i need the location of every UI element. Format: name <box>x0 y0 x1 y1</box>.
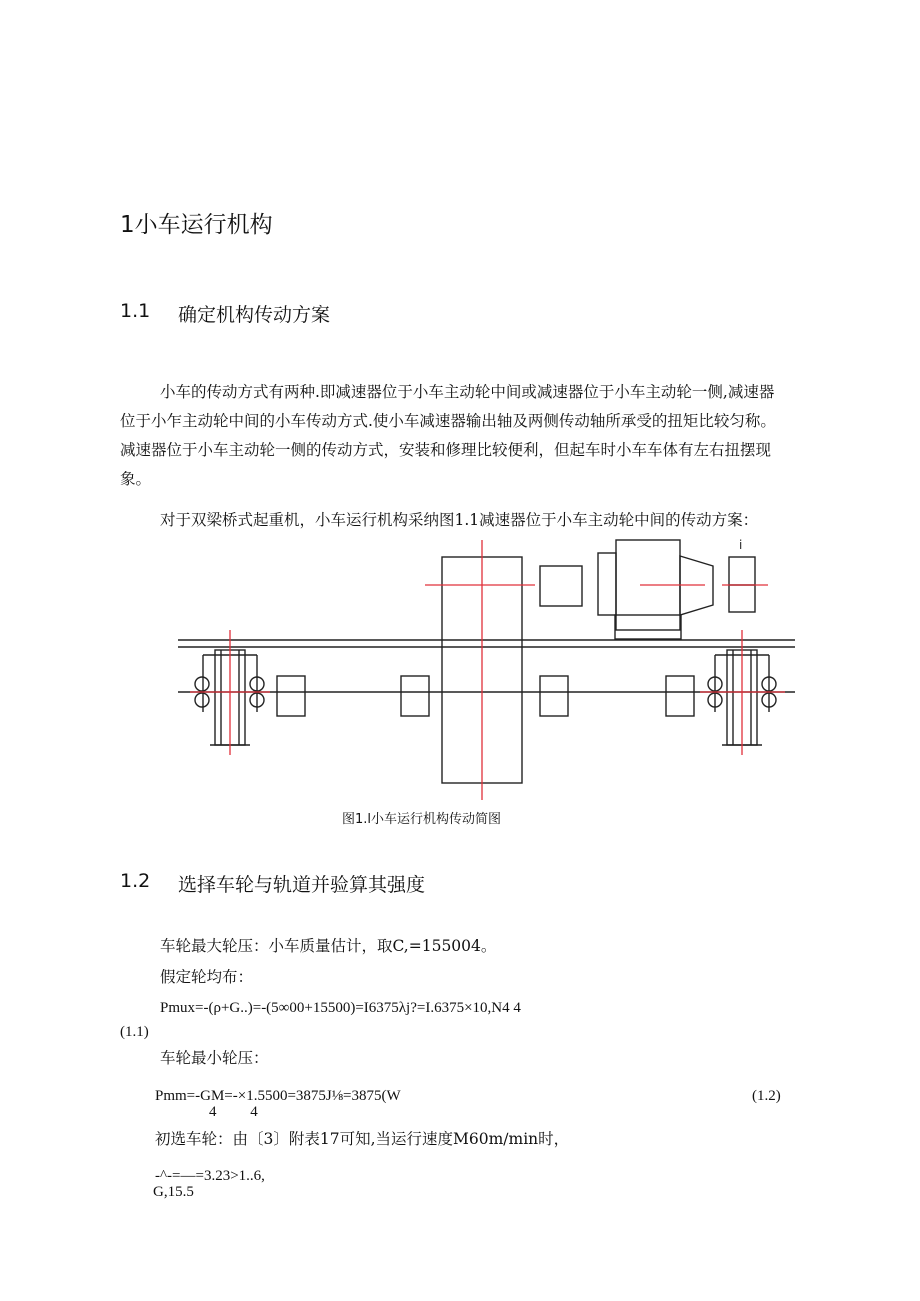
equation-1-number: (1.1) <box>120 1024 149 1040</box>
equation-3-denominator: G,15.5 <box>153 1184 194 1200</box>
equation-3: -^-=—=3.23>1..6, <box>155 1168 265 1184</box>
paragraph-scheme: 对于双梁桥式起重机，小车运行机构采纳图1.1减速器位于小车主动轮中间的传动方案： <box>160 511 759 529</box>
coupling-left-2 <box>401 676 429 716</box>
brake-marker: i <box>739 538 743 552</box>
min-load-line: 车轮最小轮压： <box>160 1049 269 1067</box>
subsection-title-1-2: 选择车轮与轨道并验算其强度 <box>178 874 426 896</box>
paragraph-line: 减速器位于小车主动轮一侧的传动方式，安装和修理比较便利，但起车时小车车体有左右扭摆现 <box>120 441 772 459</box>
subsection-number-1-1: 1.1 <box>120 300 151 322</box>
select-wheel-line: 初选车轮：由〔3〕附表17可知,当运行速度M60m∕min时， <box>155 1130 570 1148</box>
coupling-left-1 <box>277 676 305 716</box>
assume-line: 假定轮均布： <box>160 968 254 986</box>
equation-2: Pmm=-GM=-×1.5500=3875J⅛=3875(W <box>155 1088 401 1104</box>
coupling-right-2 <box>666 676 694 716</box>
subsection-title-1-1: 确定机构传动方案 <box>178 304 331 326</box>
coupling-right-1 <box>540 676 568 716</box>
motor-base <box>615 615 681 639</box>
transmission-diagram <box>170 535 800 805</box>
equation-1: Pmux=-(ρ+G..)=-(5∞00+15500)=I6375λj?=I.6375×10,N4 4 <box>160 1000 521 1016</box>
paragraph-line: 象。 <box>120 470 152 488</box>
section-title: 1小车运行机构 <box>120 212 273 238</box>
paragraph-drive-modes <box>120 378 796 494</box>
max-load-line: 车轮最大轮压：小车质量估计，取C,=155004。 <box>160 937 497 955</box>
paragraph-line: 小车的传动方式有两种.即减速器位于小车主动轮中间或减速器位于小车主动轮一侧,减速器 <box>160 383 775 401</box>
paragraph-line: 位于小乍主动轮中间的小车传动方式.使小车减速器输出轴及两侧传动轴所承受的扭矩比较匀称。 <box>120 412 776 430</box>
subsection-number-1-2: 1.2 <box>120 870 151 892</box>
figure-caption: 图1.l小车运行机构传动简图 <box>342 812 502 827</box>
motor-end-cap <box>598 553 616 615</box>
equation-2-denominators: 4 4 <box>209 1104 258 1120</box>
equation-2-number: (1.2) <box>752 1088 781 1104</box>
left-bearing-1b <box>195 693 209 707</box>
left-bearing-1a <box>195 677 209 691</box>
coupling-box <box>540 566 582 606</box>
